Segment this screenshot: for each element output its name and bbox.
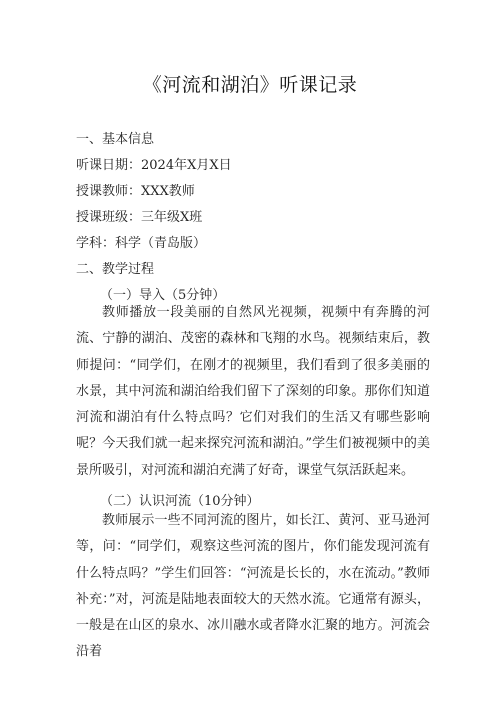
lesson-teacher: 授课教师：XXX教师: [76, 184, 195, 199]
introduction-paragraph: 教师播放一段美丽的自然风光视频，视频中有奔腾的河流、宁静的湖泊、茂密的森林和飞翔的水鸟。视频结束后，教师提问：“同学们，在刚才的视频里，我们看到了很多美丽的水景，其中河流和湖泊给我们留下了深刻的印象。那你们知道河流和湖泊有什么特点吗？它们对我们的生活又有哪些影响呢？今天我们就一起来探究河流和湖泊。”学生们被视频中的美景所吸引，对河流和湖泊充满了好奇，课堂气氛活跃起来。: [76, 305, 430, 478]
rivers-paragraph: 教师展示一些不同河流的图片，如长江、黄河、亚马逊河等，问：“同学们，观察这些河流的图片，你们能发现河流有什么特点吗？”学生们回答：“河流是长长的，水在流动。”教师补充：”对，河流是陆地表面较大的天然水流。它通常有源头，一般是在山区的泉水、冰川融水或者降水汇聚的地方。河流会沿着: [76, 513, 430, 660]
document-title: 《河流和湖泊》听课记录: [142, 74, 358, 96]
subsection-heading-rivers: （二）认识河流（10分钟）: [100, 494, 260, 509]
lesson-subject: 学科：科学（青岛版）: [76, 236, 207, 251]
lesson-class: 授课班级：三年级X班: [76, 210, 203, 225]
section-heading-basic-info: 一、基本信息: [76, 132, 155, 147]
subsection-heading-introduction: （一）导入（5分钟）: [100, 288, 226, 303]
section-heading-teaching-process: 二、教学过程: [76, 262, 155, 277]
lesson-date: 听课日期：2024年X月X日: [76, 158, 232, 173]
